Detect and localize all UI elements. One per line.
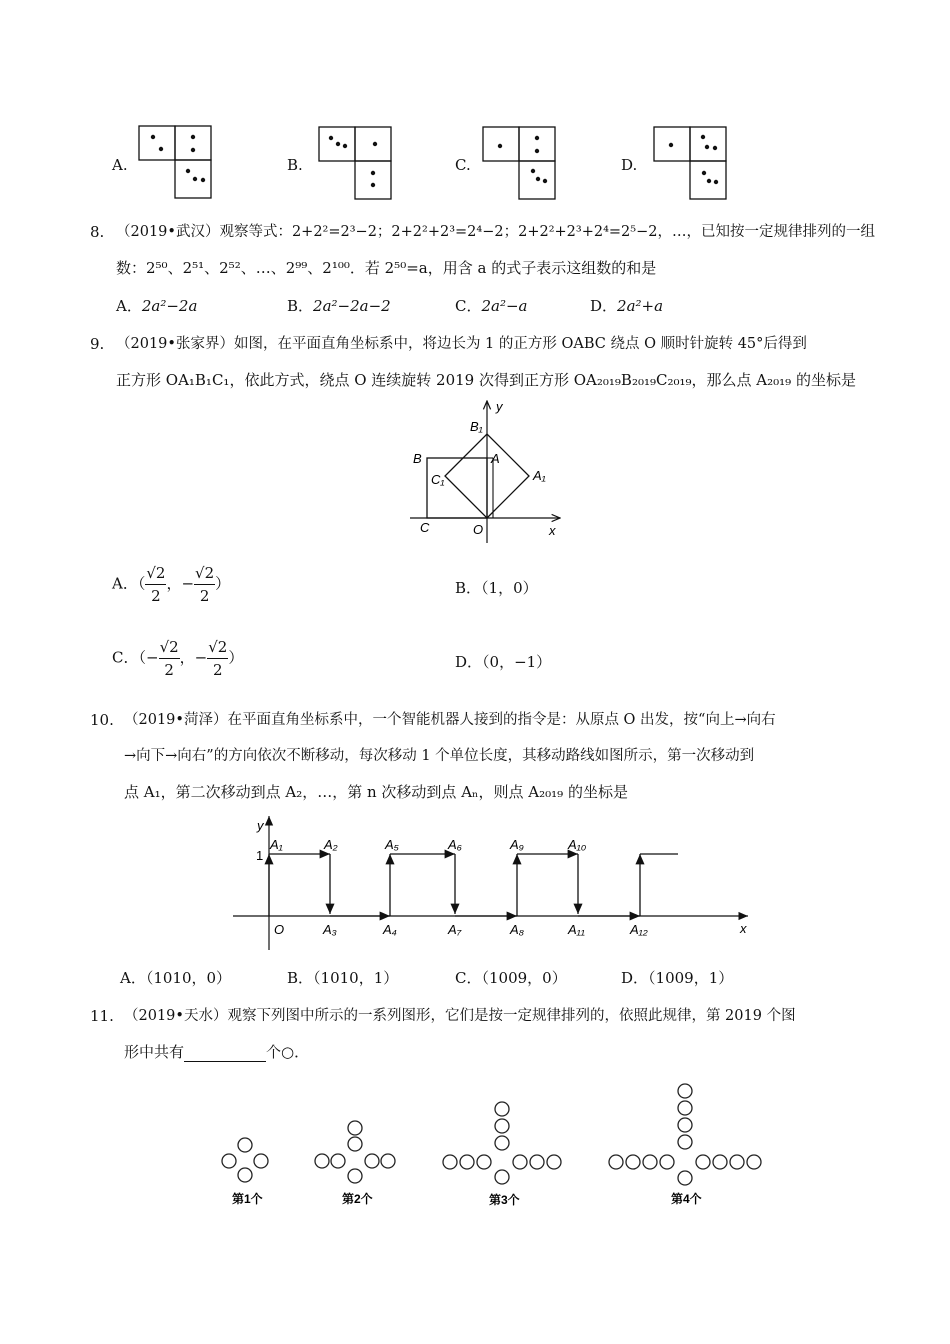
q7-option-a-label[interactable]: A. xyxy=(112,156,128,174)
q9-label-x: x xyxy=(549,523,556,538)
q9-label-b1: B₁ xyxy=(470,419,483,434)
q8-stem-line2: 数：2⁵⁰、2⁵¹、2⁵²、…、2⁹⁹、2¹⁰⁰．若 2⁵⁰=a，用含 a 的式子表示这组数的和是 xyxy=(116,259,657,277)
q10-label-a4: A₄ xyxy=(383,922,397,937)
q11-figure-1 xyxy=(222,1138,268,1182)
q9-label-a: A xyxy=(491,451,500,466)
q9-stem-line2: 正方形 OA₁B₁C₁，依此方式，绕点 O 连续旋转 2019 次得到正方形 OA₂₀₁₉B₂₀₁₉C₂₀₁₉，那么点 A₂₀₁₉ 的坐标是 xyxy=(116,371,856,389)
q10-label-a11: A₁₁ xyxy=(568,922,585,937)
q9-option-a[interactable]: A．（ $\frac{√2}{2}$ ，− $\frac{√2}{2}$ ） xyxy=(112,564,231,605)
q10-path-figure xyxy=(228,810,763,952)
q10-label-a3: A₃ xyxy=(323,922,337,937)
q10-label-y: y xyxy=(257,818,264,833)
q10-option-d[interactable]: D．（1009，1） xyxy=(621,969,734,987)
q8-option-d[interactable]: D．2a²+a xyxy=(590,297,664,315)
q10-label-a10: A₁₀ xyxy=(568,837,587,852)
q11-stem-line1: （2019•天水）观察下列图中所示的一系列图形，它们是按一定规律排列的，依照此规律，第 2019 个图 xyxy=(124,1008,796,1024)
q9-label-a1: A₁ xyxy=(533,468,546,483)
q11-caption-3: 第3个 xyxy=(489,1193,520,1207)
q10-number: 10. xyxy=(90,711,114,729)
q11-stem-line2: 形中共有 个○． xyxy=(124,1043,310,1061)
q9-label-b: B xyxy=(413,451,422,466)
q10-label-x: x xyxy=(740,921,747,936)
q7-option-b-label[interactable]: B. xyxy=(287,156,303,174)
q10-option-a[interactable]: A．（1010，0） xyxy=(120,969,232,987)
q7-option-b-net[interactable] xyxy=(318,126,394,202)
q8-option-b[interactable]: B．2a²−2a−2 xyxy=(287,297,391,315)
q9-label-c: C xyxy=(420,520,430,535)
q10-label-a12: A₁₂ xyxy=(630,922,648,937)
q7-option-a-net[interactable] xyxy=(138,125,214,201)
q9-number: 9. xyxy=(90,335,105,353)
q9-label-c1: C₁ xyxy=(431,472,445,487)
q10-stem-line3: 点 A₁，第二次移动到点 A₂，…，第 n 次移动到点 Aₙ，则点 A₂₀₁₉ 的坐标是 xyxy=(124,783,628,801)
q11-figure-4 xyxy=(609,1084,761,1185)
q9-label-o: O xyxy=(473,522,484,537)
q8-number: 8. xyxy=(90,223,105,241)
q10-label-one: 1 xyxy=(256,848,264,863)
q11-caption-4: 第4个 xyxy=(671,1192,702,1206)
q8-stem-line1: （2019•武汉）观察等式：2+2²=2³−2；2+2²+2³=2⁴−2；2+2²+2³+2⁴=2⁵−2，…，已知按一定规律排列的一组 xyxy=(116,224,875,240)
q11-circle-patterns xyxy=(215,1078,770,1213)
q10-robot-path xyxy=(269,854,678,916)
q7-option-c-net[interactable] xyxy=(482,126,558,202)
q11-answer-blank[interactable] xyxy=(184,1047,266,1062)
q10-label-a2: A₂ xyxy=(324,837,338,852)
q10-stem-line2: →向下→向右”的方向依次不断移动，每次移动 1 个单位长度，其移动路线如图所示，第一次移动到 xyxy=(124,748,755,764)
q10-label-o: O xyxy=(274,922,285,937)
q7-option-c-label[interactable]: C. xyxy=(455,156,471,174)
q10-stem-line1: （2019•菏泽）在平面直角坐标系中，一个智能机器人接到的指令是：从原点 O 出发，按“向上→向右 xyxy=(124,712,776,728)
q8-option-a[interactable]: A．2a²−2a xyxy=(116,297,198,315)
q10-label-a1: A₁ xyxy=(270,837,283,852)
q10-option-b[interactable]: B．（1010，1） xyxy=(287,969,399,987)
q10-label-a7: A₇ xyxy=(448,922,462,937)
q11-figure-2 xyxy=(315,1121,395,1183)
q10-label-a8: A₈ xyxy=(510,922,525,937)
q11-caption-1: 第1个 xyxy=(232,1192,263,1206)
q11-number: 11. xyxy=(90,1007,114,1025)
q10-label-a9: A₉ xyxy=(510,837,524,852)
q8-option-c[interactable]: C．2a²−a xyxy=(455,297,528,315)
q9-option-d[interactable]: D．（0，−1） xyxy=(455,653,552,671)
q9-rotation-figure xyxy=(405,398,580,548)
q11-caption-2: 第2个 xyxy=(342,1192,373,1206)
q7-option-d-label[interactable]: D. xyxy=(621,156,638,174)
q9-option-b[interactable]: B．（1，0） xyxy=(455,579,538,597)
q7-option-d-net[interactable] xyxy=(653,126,729,202)
q9-option-c[interactable]: C．（− $\frac{√2}{2}$ ，− $\frac{√2}{2}$ ） xyxy=(112,638,244,679)
q10-label-a6: A₆ xyxy=(448,837,462,852)
q10-option-c[interactable]: C．（1009，0） xyxy=(455,969,567,987)
q10-label-a5: A₅ xyxy=(385,837,399,852)
q9-stem-line1: （2019•张家界）如图，在平面直角坐标系中，将边长为 1 的正方形 OABC 绕点 O 顺时针旋转 45°后得到 xyxy=(116,336,807,352)
q9-label-y: y xyxy=(496,399,503,414)
q11-figure-3 xyxy=(443,1102,561,1184)
